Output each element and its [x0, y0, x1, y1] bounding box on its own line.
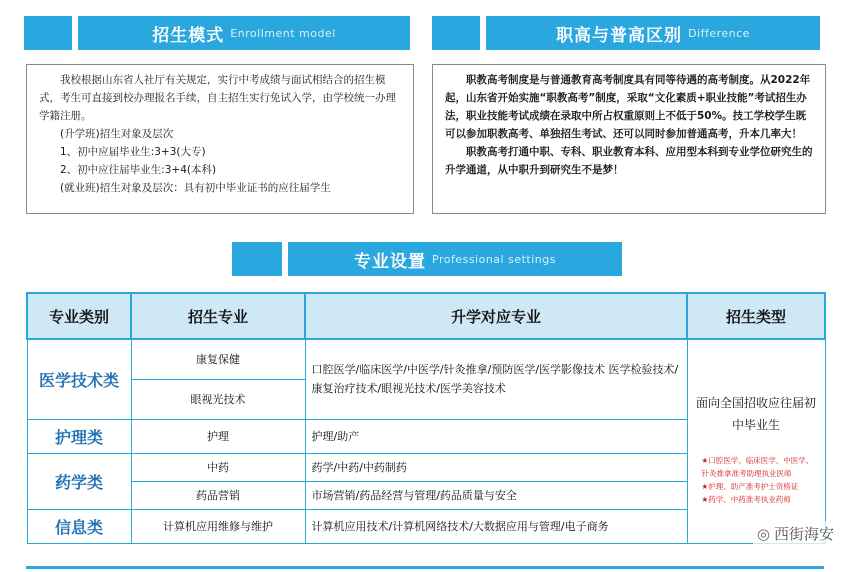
star-icon: ★	[701, 482, 709, 491]
header-further: 升学对应专业	[305, 293, 687, 339]
header-square	[24, 16, 72, 50]
difference-header	[432, 16, 820, 50]
difference-title-bar	[486, 16, 820, 50]
further-cell: 计算机应用技术/计算机网络技术/大数据应用与管理/电子商务	[305, 509, 687, 543]
majors-table	[26, 292, 826, 544]
difference-title: 职高与普高区别	[556, 25, 683, 46]
star-icon: ★	[701, 456, 709, 465]
major-cell: 康复保健	[131, 339, 305, 379]
enrollment-title-en: Enrollment model	[230, 26, 336, 40]
enrollment-text: 1、初中应届毕业生:3+3(大专)	[60, 146, 206, 158]
further-cell: 市场营销/药品经营与管理/药品质量与安全	[305, 481, 687, 509]
watermark	[753, 521, 838, 546]
further-cell: 口腔医学/临床医学/中医学/针灸推拿/预防医学/医学影像技术 医学检验技术/康复治疗技术/眼视光技术/医学美容技术	[305, 339, 687, 419]
difference-box	[432, 64, 826, 214]
type-note: 药学、中药准考执业药师	[708, 495, 791, 504]
type-main-text: 面向全国招收应往届初中毕业生	[695, 396, 816, 432]
wechat-icon: ◎	[756, 524, 770, 543]
difference-text: 职教高考制度是与普通教育高考制度具有同等待遇的高考制度。从2022年起，山东省开始实施“职教高考”制度，采取“文化素质+职业技能”考试招生办法，职业技能考试成绩在录取中所占权重原则上不低于50%。技工学校学生既可以参加职教高考、单独招生考试、还可以同时参加普通高考，升本几率大！	[445, 74, 811, 140]
professional-title-en: Professional settings	[432, 252, 556, 266]
enrollment-header	[24, 16, 410, 50]
enrollment-title-bar	[78, 16, 410, 50]
watermark-text: 西街海安	[773, 525, 834, 543]
header-category: 专业类别	[27, 293, 131, 339]
difference-text: 职教高考打通中职、专科、职业教育本科、应用型本科到专业学位研究生的升学通道，从中职升到研究生不是梦！	[445, 146, 813, 176]
professional-header	[232, 242, 622, 276]
major-cell: 中药	[131, 453, 305, 481]
enrollment-title: 招生模式	[152, 25, 225, 46]
further-cell: 药学/中药/中药制药	[305, 453, 687, 481]
table-row	[27, 339, 825, 379]
major-cell: 眼视光技术	[131, 379, 305, 419]
category-cell: 信息类	[27, 509, 131, 543]
table-header-row	[27, 293, 825, 339]
star-icon: ★	[701, 495, 709, 504]
category-cell: 药学类	[27, 453, 131, 509]
enrollment-text: 我校根据山东省人社厅有关规定，实行中考成绩与面试相结合的招生模式，考生可直接到校办理报名手续，自主招生实行免试入学，由学校统一办理学籍注册。	[39, 74, 396, 122]
header-square	[432, 16, 480, 50]
type-note: 护理、助产准考护士资格证	[708, 482, 799, 491]
bottom-rule	[26, 566, 824, 569]
professional-title-bar	[288, 242, 622, 276]
major-cell: 护理	[131, 419, 305, 453]
type-note: 口腔医学、临床医学、中医学、针灸推拿准考助理执业医师	[701, 456, 814, 478]
category-cell: 护理类	[27, 419, 131, 453]
enrollment-text: (就业班)招生对象及层次：具有初中毕业证书的应往届学生	[60, 182, 331, 194]
difference-title-en: Difference	[688, 26, 750, 40]
further-cell: 护理/助产	[305, 419, 687, 453]
enrollment-text: 2、初中应往届毕业生:3+4(本科)	[60, 164, 217, 176]
major-cell: 药品营销	[131, 481, 305, 509]
enrollment-box	[26, 64, 414, 214]
professional-title: 专业设置	[354, 251, 426, 272]
type-notes	[694, 454, 819, 506]
major-cell: 计算机应用维修与维护	[131, 509, 305, 543]
header-square	[232, 242, 282, 276]
header-type: 招生类型	[687, 293, 825, 339]
category-cell: 医学技术类	[27, 339, 131, 419]
enrollment-text: (升学班)招生对象及层次	[60, 128, 174, 140]
header-major: 招生专业	[131, 293, 305, 339]
type-cell	[687, 339, 825, 543]
